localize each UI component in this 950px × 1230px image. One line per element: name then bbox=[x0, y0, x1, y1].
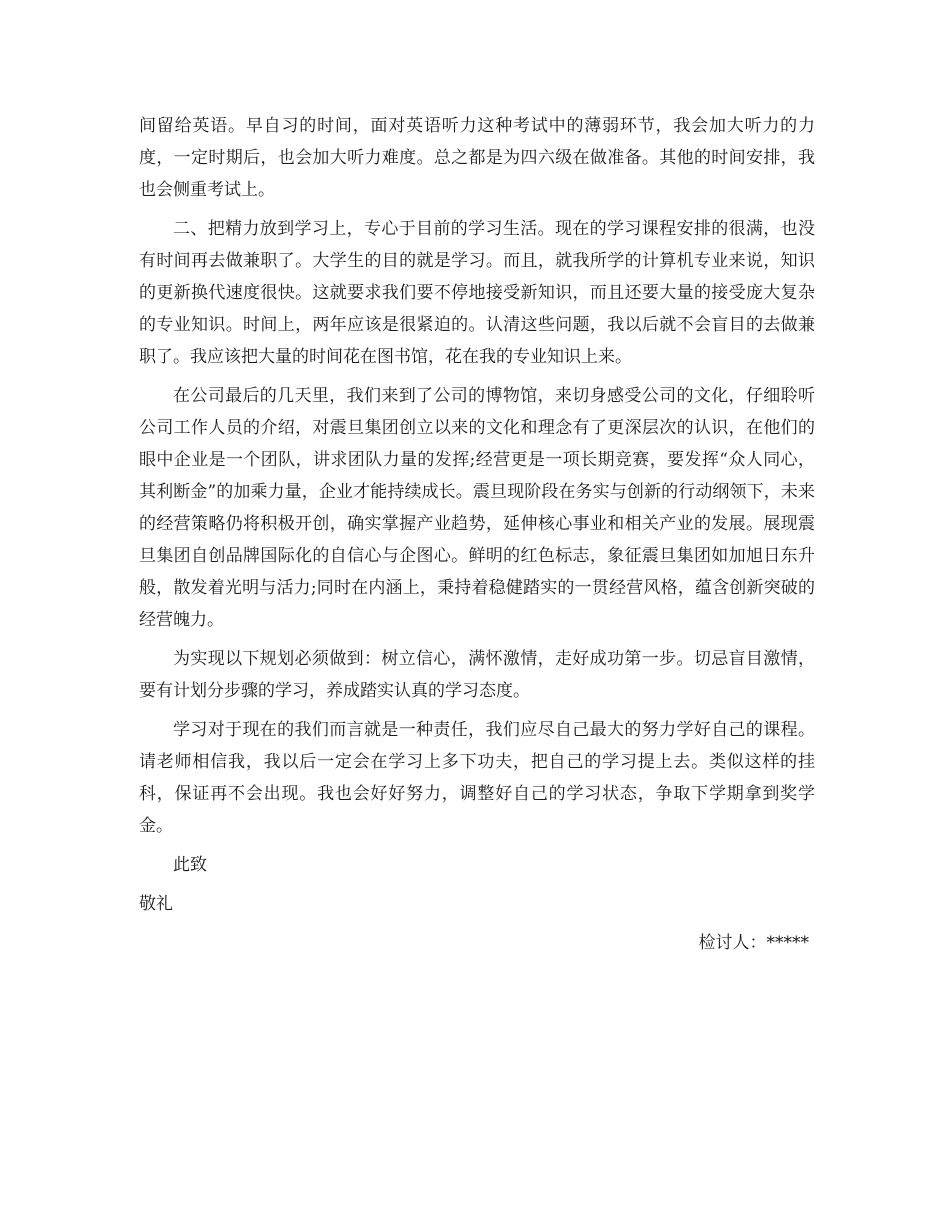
paragraph-3: 在公司最后的几天里，我们来到了公司的博物馆，来切身感受公司的文化，仔细聆听公司工作人员的介绍，对震旦集团创立以来的文化和理念有了更深层次的认识，在他们的眼中企业是一个团队，讲求团队力量的发挥;经营更是一项长期竞赛，要发挥“众人同心，其利断金”的加乘力量，企业才能持续成长。震旦现阶段在务实与创新的行动纲领下，未来的经营策略仍将积极开创，确实掌握产业趋势，延伸核心事业和相关产业的发展。展现震旦集团自创品牌国际化的自信心与企图心。鲜明的红色标志，象征震旦集团如加旭日东升般，散发着光明与活力;同时在内涵上，秉持着稳健踏实的一贯经营风格，蕴含创新突破的经营魄力。 bbox=[139, 386, 815, 630]
paragraph-1: 间留给英语。早自习的时间，面对英语听力这种考试中的薄弱环节，我会加大听力的力度，一定时期后，也会加大听力难度。总之都是为四六级在做准备。其他的时间安排，我也会侧重考试上。 bbox=[139, 116, 815, 200]
paragraph-2: 二、把精力放到学习上，专心于目前的学习生活。现在的学习课程安排的很满，也没有时间再去做兼职了。大学生的目的就是学习。而且，就我所学的计算机专业来说，知识的更新换代速度很快。这就要求我们要不停地接受新知识，而且还要大量的接受庞大复杂的专业知识。时间上，两年应该是很紧迫的。认清这些问题，我以后就不会盲目的去做兼职了。我应该把大量的时间花在图书馆，花在我的专业知识上来。 bbox=[139, 219, 815, 367]
signature-line: 检讨人：***** bbox=[698, 933, 809, 953]
paragraph-5: 学习对于现在的我们而言就是一种责任，我们应尽自己最大的努力学好自己的课程。请老师相信我，我以后一定会在学习上多下功夫，把自己的学习提上去。类似这样的挂科，保证再不会出现。我也会好好努力，调整好自己的学习状态，争取下学期拿到奖学金。 bbox=[139, 720, 815, 836]
salutation: 敬礼 bbox=[139, 894, 173, 914]
document-body bbox=[139, 110, 815, 959]
paragraph-4: 为实现以下规划必须做到：树立信心，满怀激情，走好成功第一步。切忌盲目激情，要有计划分步骤的学习，养成踏实认真的学习态度。 bbox=[139, 649, 815, 701]
closing-phrase: 此致 bbox=[173, 855, 207, 875]
